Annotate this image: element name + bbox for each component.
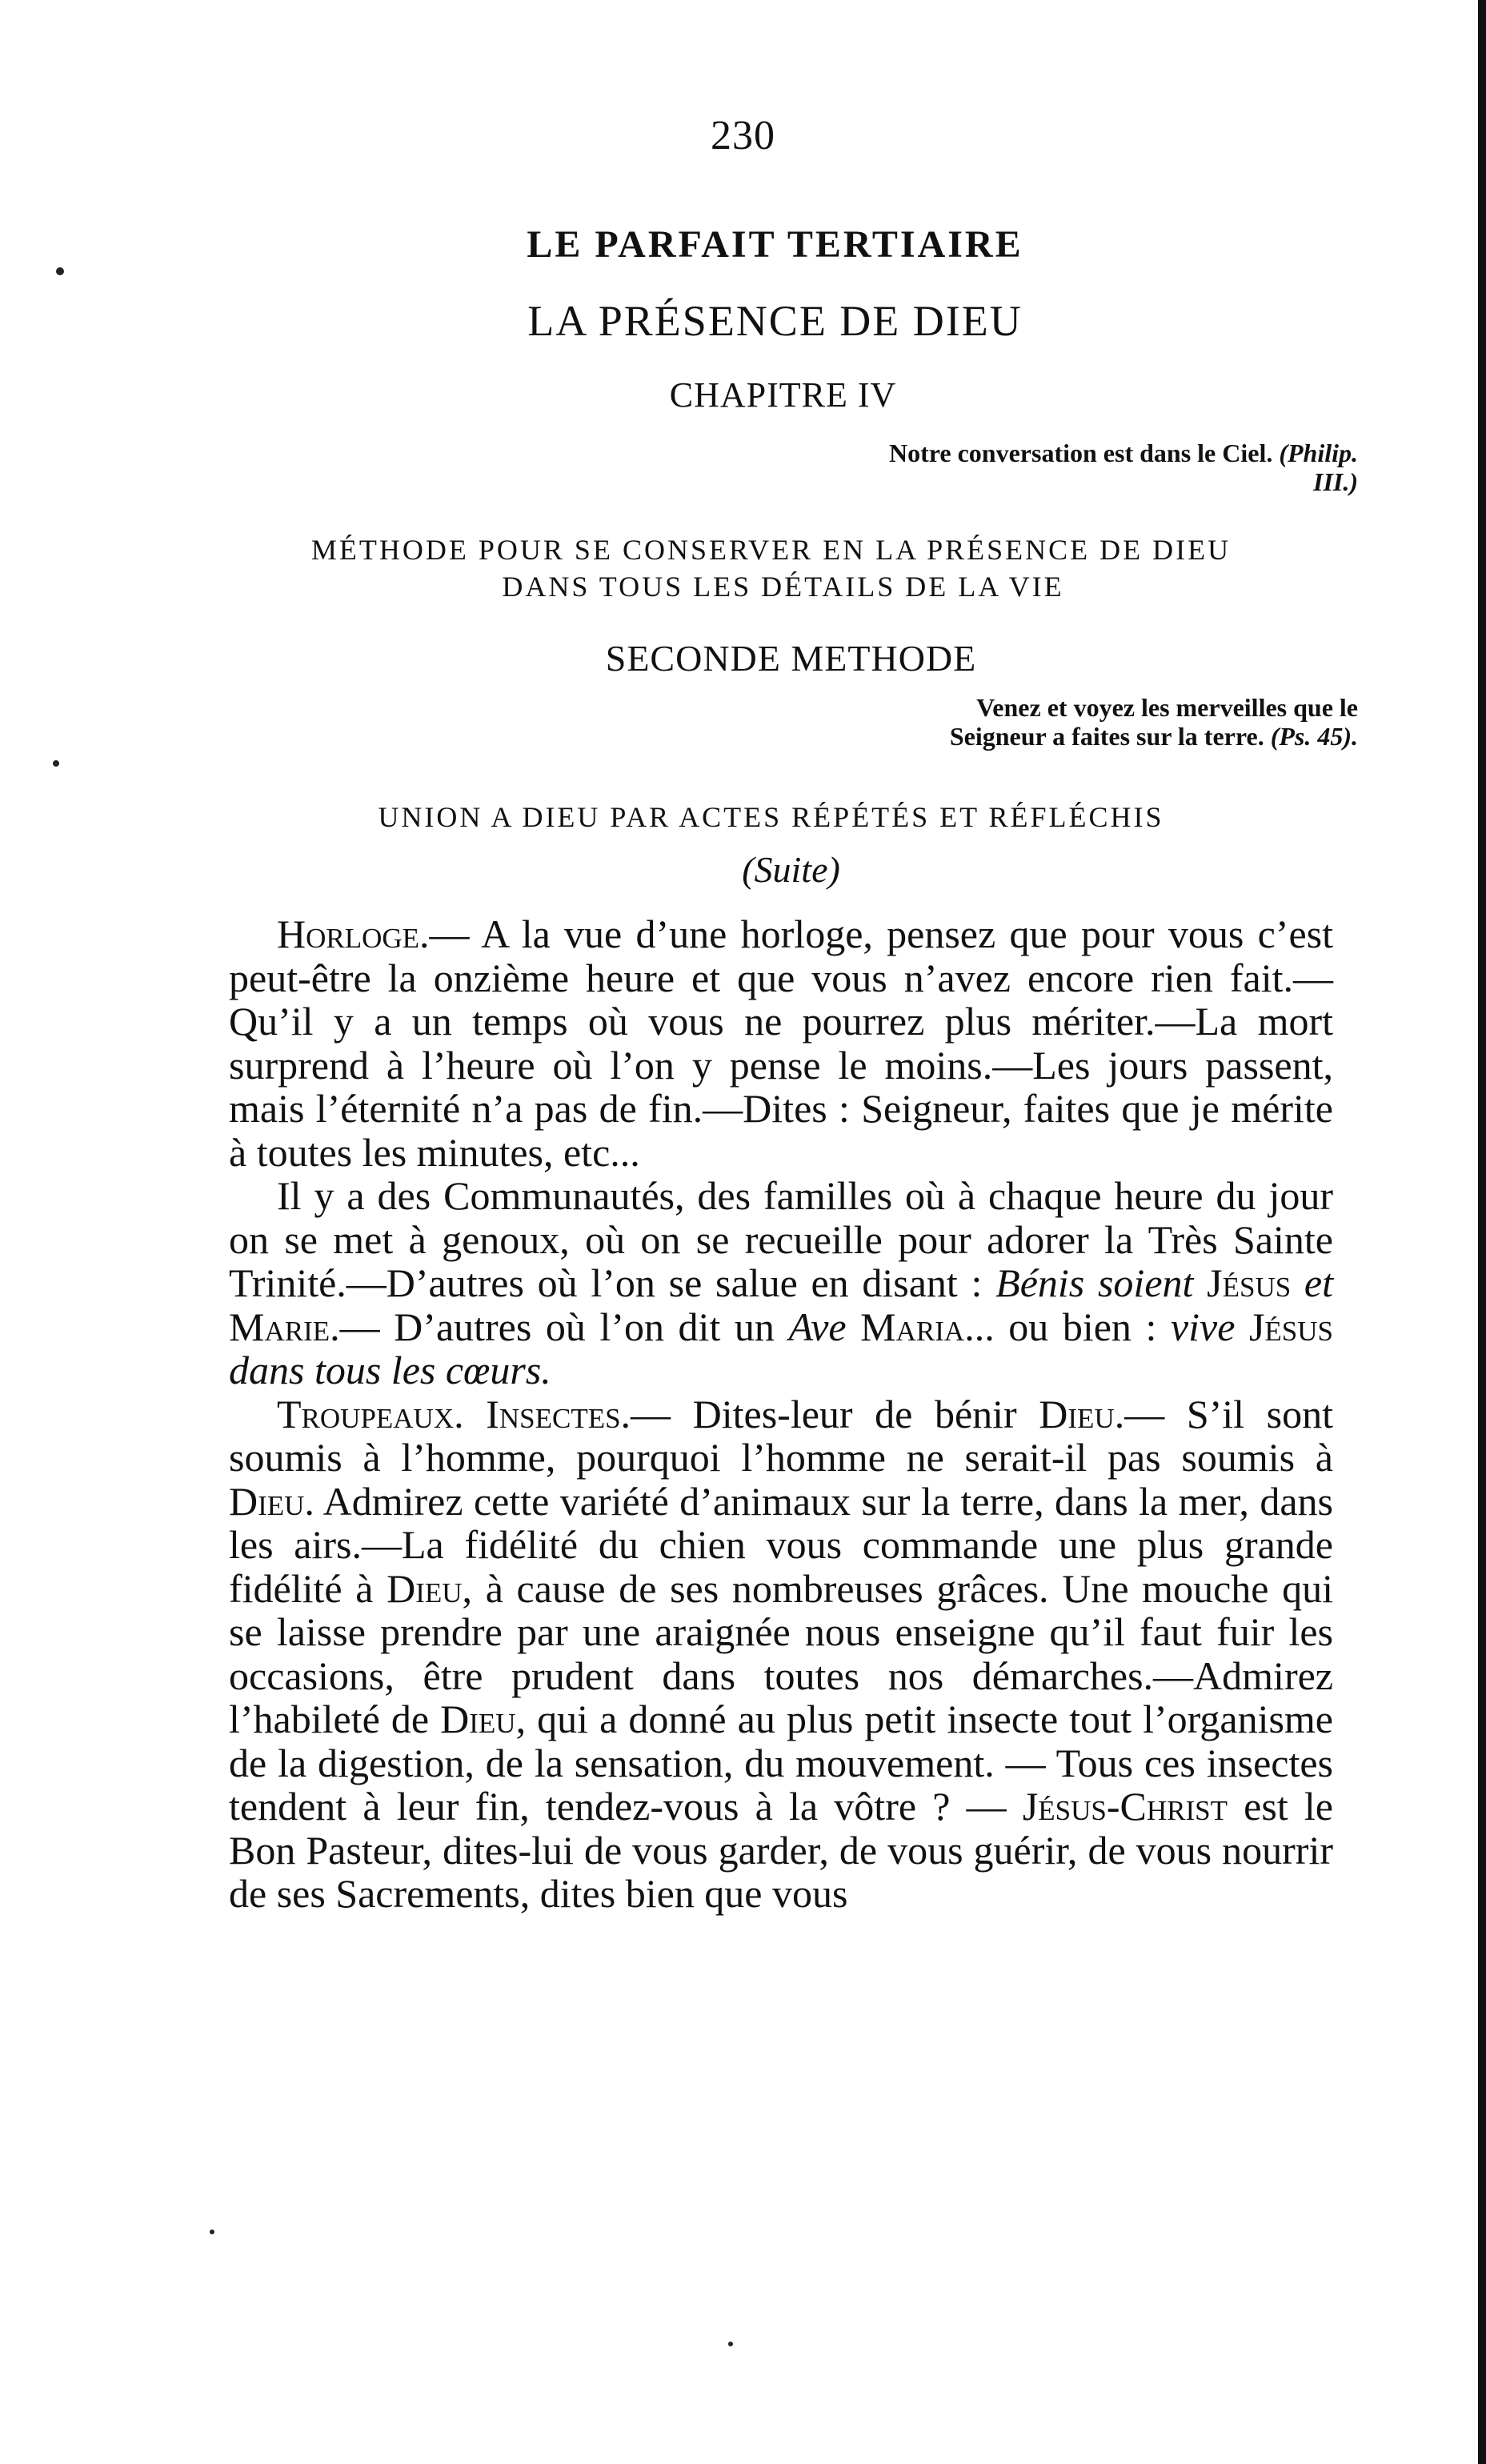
scan-speck — [53, 760, 59, 767]
epigraph-reference: (Philip. III.) — [1279, 439, 1358, 496]
method-heading-line2: DANS TOUS LES DÉTAILS DE LA VIE — [502, 571, 1064, 603]
paragraph-horloge: Horloge.— A la vue d’une horloge, pensez que pour vous c’est peut-être la onzième heure et que vous n’avez encore rien fait.—Qu’il y a un temps où vous ne pourrez plus mériter.—La mort surprend à l’heure où l’on y pense le moins.—Les jours passent, mais l’éternité n’a pas de fin.—Dites : Seigneur, faites que je mérite à toutes les minutes, etc... — [229, 911, 1333, 1175]
scan-speck — [56, 267, 64, 275]
running-title: LE PARFAIT TERTIAIRE — [527, 223, 1023, 266]
chapter-heading: CHAPITRE IV — [669, 375, 897, 415]
epigraph-reference: (Ps. 45). — [1270, 722, 1358, 751]
paragraph-lead: Troupeaux. Insectes. — [277, 1391, 631, 1436]
seconde-methode-heading: SECONDE METHODE — [605, 638, 977, 679]
body-text — [229, 912, 1333, 1916]
epigraph-text: Venez et voyez les merveilles que le Seigneur a faites sur la terre. — [949, 693, 1358, 751]
section-title: LA PRÉSENCE DE DIEU — [527, 297, 1023, 345]
epigraph-philippians — [862, 439, 1358, 496]
paragraph-lead: Horloge. — [277, 911, 430, 956]
suite-label: (Suite) — [742, 849, 840, 890]
scan-speck — [210, 2230, 214, 2234]
page-edge-shadow — [1478, 0, 1486, 2464]
epigraph-text: Notre conversation est dans le Ciel. — [888, 439, 1273, 467]
paragraph-communautes: Il y a des Communautés, des familles où à chaque heure du jour on se met à genoux, où on se recueille pour adorer la Très Sainte Trinité.—D’autres où l’on se salue en disant : Bénis soient Jésus et Marie.— D’autres où l’on dit un Ave Maria... ou bien : vive Jésus dans tous les cœurs. — [229, 1173, 1333, 1392]
union-heading: UNION A DIEU PAR ACTES RÉPÉTÉS ET RÉFLÉCHIS — [378, 801, 1164, 833]
page-number: 230 — [711, 113, 775, 158]
method-heading-line1: MÉTHODE POUR SE CONSERVER EN LA PRÉSENCE DE DIEU — [310, 534, 1232, 566]
scan-speck — [728, 2342, 733, 2346]
epigraph-psalm — [910, 693, 1358, 751]
paragraph-troupeaux: Troupeaux. Insectes.— Dites-leur de bénir Dieu.— S’il sont soumis à l’homme, pourquoi l’homme ne serait-il pas soumis à Dieu. Admirez cette variété d’animaux sur la terre, dans la mer, dans les airs.—La fidélité du chien vous commande une plus grande fidélité à Dieu, à cause de ses nombreuses grâces. Une mouche qui se laisse prendre par une araignée nous enseigne qu’il faut fuir les occasions, être prudent dans toutes nos démarches.—Admirez l’habileté de Dieu, qui a donné au plus petit insecte tout l’organisme de la digestion, de la sensation, du mouvement. — Tous ces insectes tendent à leur fin, tendez-vous à la vôtre ? — Jésus-Christ est le Bon Pasteur, dites-lui de vous garder, de vous guérir, de vous nourrir de ses Sacrements, dites bien que vous — [229, 1391, 1334, 1916]
